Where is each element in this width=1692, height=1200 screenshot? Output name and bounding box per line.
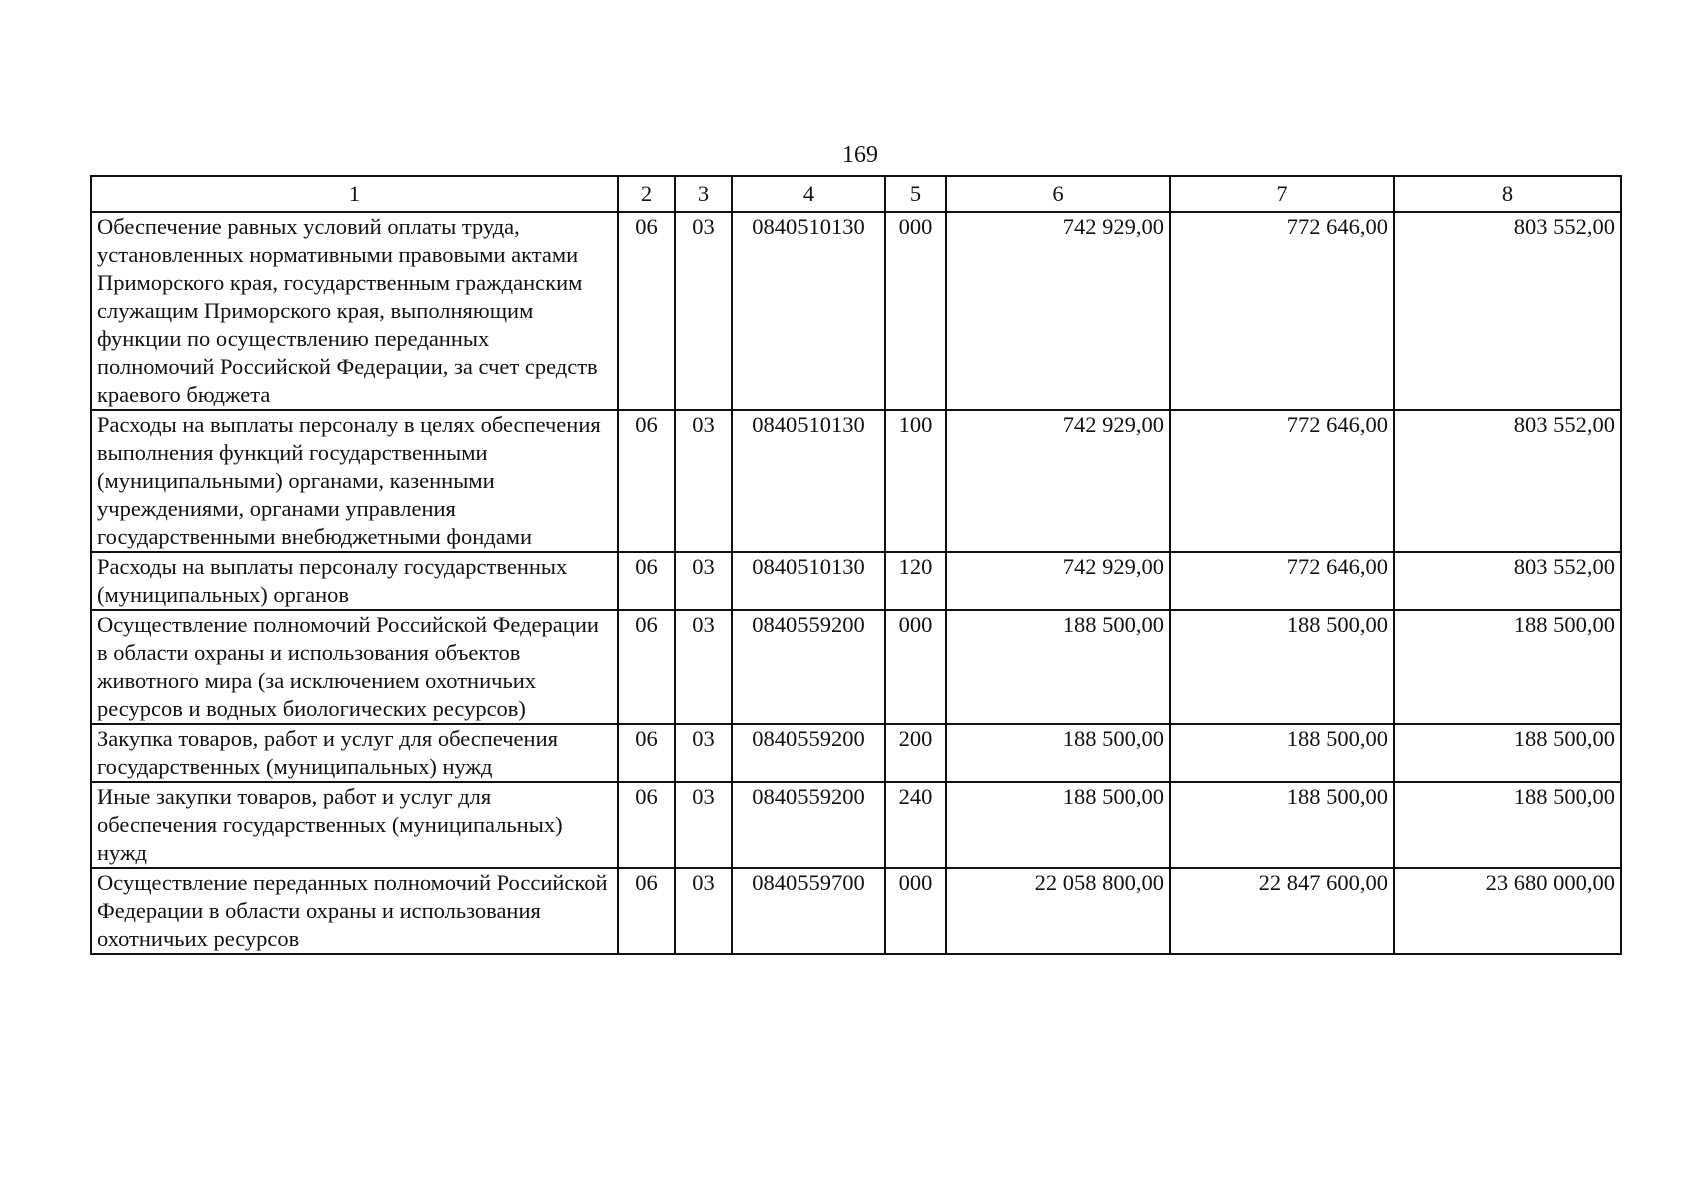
amount-col-7: 22 847 600,00 — [1170, 868, 1394, 954]
section-code: 06 — [618, 782, 675, 868]
amount-col-8: 23 680 000,00 — [1394, 868, 1621, 954]
amount-col-6: 742 929,00 — [946, 552, 1170, 610]
target-article-code: 0840510130 — [732, 410, 885, 552]
expense-type-code: 100 — [885, 410, 946, 552]
column-header-5: 5 — [885, 176, 946, 212]
amount-col-6: 188 500,00 — [946, 782, 1170, 868]
section-code: 06 — [618, 212, 675, 410]
target-article-code: 0840559200 — [732, 610, 885, 724]
column-header-3: 3 — [675, 176, 732, 212]
row-name: Иные закупки товаров, работ и услуг для обеспечения государственных (муниципальных) нужд — [91, 782, 618, 868]
amount-col-8: 803 552,00 — [1394, 552, 1621, 610]
section-code: 06 — [618, 868, 675, 954]
row-name: Расходы на выплаты персоналу в целях обеспечения выполнения функций государственными (муниципальными) органами, казенными учреждениями, органами управления государственными внебюджетными фондами — [91, 410, 618, 552]
column-header-7: 7 — [1170, 176, 1394, 212]
table-row — [91, 610, 1621, 724]
expense-type-code: 000 — [885, 868, 946, 954]
section-code: 06 — [618, 552, 675, 610]
amount-col-6: 188 500,00 — [946, 724, 1170, 782]
amount-col-7: 188 500,00 — [1170, 782, 1394, 868]
target-article-code: 0840510130 — [732, 212, 885, 410]
table-row — [91, 212, 1621, 410]
row-name: Осуществление полномочий Российской Федерации в области охраны и использования объектов животного мира (за исключением охотничьих ресурсов и водных биологических ресурсов) — [91, 610, 618, 724]
table-row — [91, 782, 1621, 868]
target-article-code: 0840559200 — [732, 782, 885, 868]
column-header-4: 4 — [732, 176, 885, 212]
subsection-code: 03 — [675, 610, 732, 724]
amount-col-7: 188 500,00 — [1170, 610, 1394, 724]
subsection-code: 03 — [675, 724, 732, 782]
page-number: 169 — [842, 142, 878, 168]
table-row — [91, 552, 1621, 610]
column-header-1: 1 — [91, 176, 618, 212]
amount-col-7: 772 646,00 — [1170, 410, 1394, 552]
amount-col-7: 772 646,00 — [1170, 212, 1394, 410]
subsection-code: 03 — [675, 410, 732, 552]
column-header-6: 6 — [946, 176, 1170, 212]
expense-type-code: 000 — [885, 212, 946, 410]
header-row — [91, 176, 1621, 212]
amount-col-7: 188 500,00 — [1170, 724, 1394, 782]
table-row — [91, 410, 1621, 552]
expense-type-code: 000 — [885, 610, 946, 724]
amount-col-8: 188 500,00 — [1394, 610, 1621, 724]
expense-type-code: 240 — [885, 782, 946, 868]
amount-col-8: 188 500,00 — [1394, 724, 1621, 782]
subsection-code: 03 — [675, 868, 732, 954]
amount-col-8: 803 552,00 — [1394, 212, 1621, 410]
amount-col-8: 803 552,00 — [1394, 410, 1621, 552]
column-header-8: 8 — [1394, 176, 1621, 212]
table-row — [91, 724, 1621, 782]
amount-col-7: 772 646,00 — [1170, 552, 1394, 610]
column-header-2: 2 — [618, 176, 675, 212]
expense-type-code: 200 — [885, 724, 946, 782]
budget-table — [90, 175, 1622, 955]
expense-type-code: 120 — [885, 552, 946, 610]
row-name: Закупка товаров, работ и услуг для обеспечения государственных (муниципальных) нужд — [91, 724, 618, 782]
amount-col-6: 742 929,00 — [946, 212, 1170, 410]
table-row — [91, 868, 1621, 954]
row-name: Расходы на выплаты персоналу государственных (муниципальных) органов — [91, 552, 618, 610]
subsection-code: 03 — [675, 212, 732, 410]
target-article-code: 0840510130 — [732, 552, 885, 610]
section-code: 06 — [618, 410, 675, 552]
subsection-code: 03 — [675, 782, 732, 868]
target-article-code: 0840559700 — [732, 868, 885, 954]
subsection-code: 03 — [675, 552, 732, 610]
amount-col-6: 22 058 800,00 — [946, 868, 1170, 954]
section-code: 06 — [618, 724, 675, 782]
target-article-code: 0840559200 — [732, 724, 885, 782]
section-code: 06 — [618, 610, 675, 724]
amount-col-6: 742 929,00 — [946, 410, 1170, 552]
amount-col-8: 188 500,00 — [1394, 782, 1621, 868]
amount-col-6: 188 500,00 — [946, 610, 1170, 724]
row-name: Осуществление переданных полномочий Российской Федерации в области охраны и использования охотничьих ресурсов — [91, 868, 618, 954]
row-name: Обеспечение равных условий оплаты труда, установленных нормативными правовыми актами Приморского края, государственным гражданским служащим Приморского края, выполняющим функции по осуществлению переданных полномочий Российской Федерации, за счет средств краевого бюджета — [91, 212, 618, 410]
